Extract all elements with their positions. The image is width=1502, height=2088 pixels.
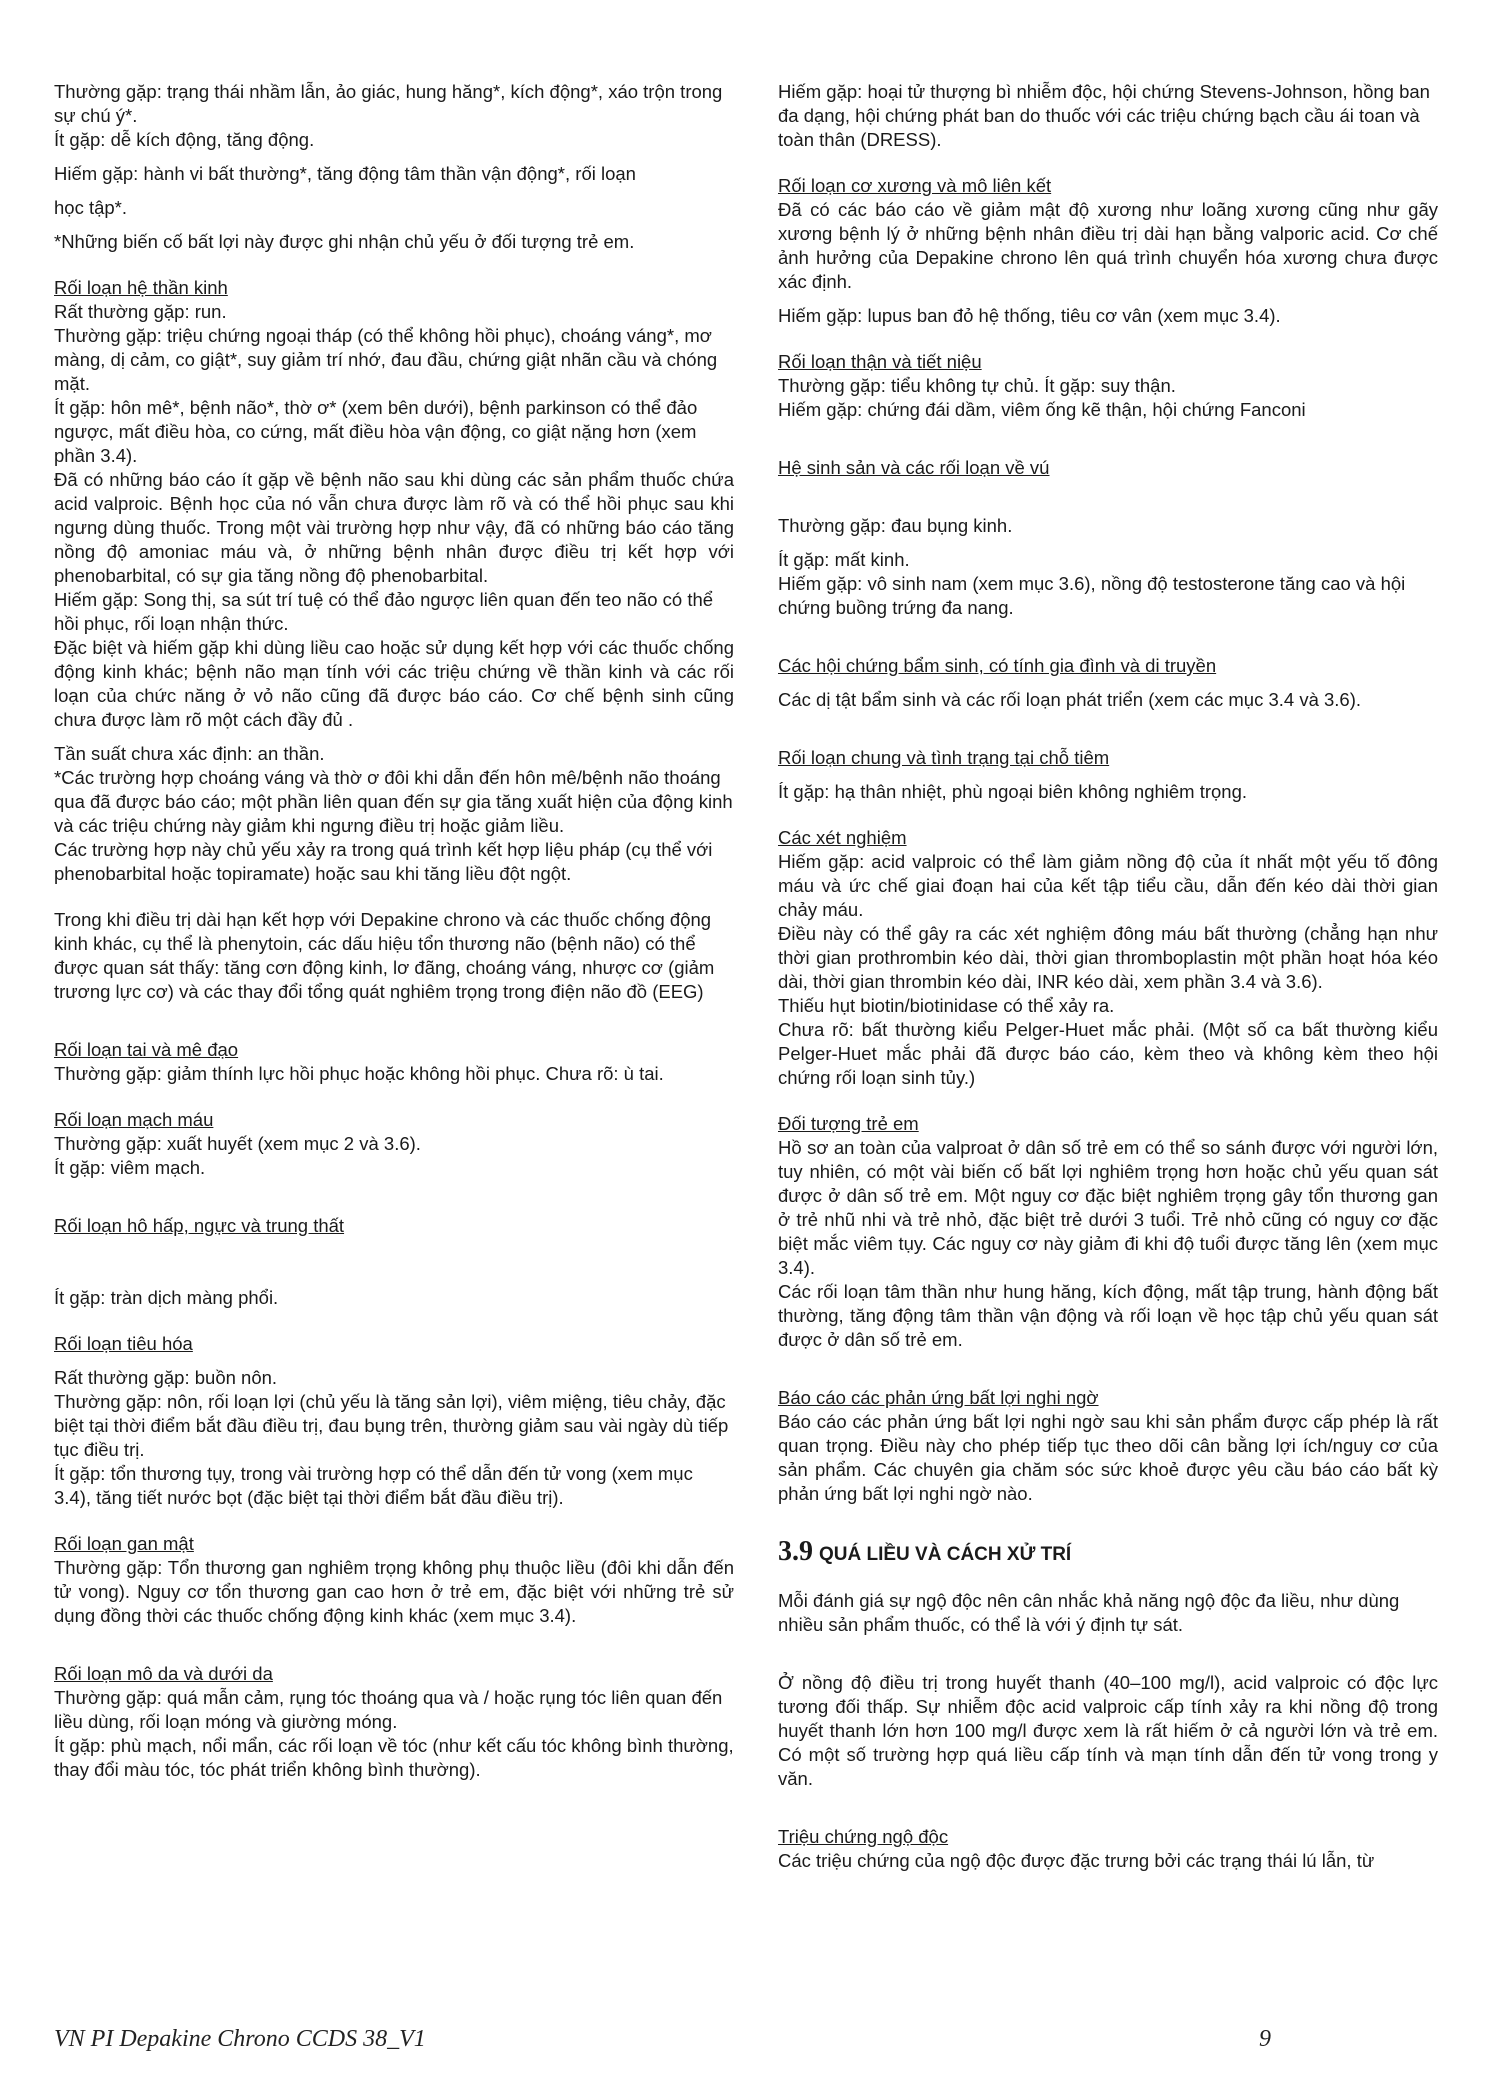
section-heading-lab: Các xét nghiệm [778,827,907,848]
paragraph: Ít gặp: hạ thân nhiệt, phù ngoại biên không nghiêm trọng. [778,781,1248,802]
paragraph: Hiếm gặp: vô sinh nam (xem mục 3.6), nồng độ testosterone tăng cao và hội chứng buồng trứng đa nang. [778,573,1406,618]
paragraph: Ít gặp: dễ kích động, tăng động. [54,129,315,150]
paragraph: Thường gặp: trạng thái nhầm lẫn, ảo giác, hung hăng*, kích động*, xáo trộn trong sự chú ý*. [54,81,723,126]
paragraph: Hồ sơ an toàn của valproat ở dân số trẻ em có thể so sánh được với người lớn, tuy nhiên, có một vài biến cố bất lợi nghiêm trọng hơn hoặc chủ yếu quan sát được ở dân số trẻ em. Một nguy cơ đặc biệt nghiêm trọng gây tổn thương gan ở trẻ nhũ nhi và trẻ nhỏ, đặc biệt trẻ dưới 3 tuổi. Trẻ nhỏ cũng có nguy cơ đặc biệt mắc viêm tụy. Các nguy cơ này giảm đi khi độ tuổi được tăng lên (xem mục 3.4). [778,1137,1438,1278]
paragraph: Tần suất chưa xác định: an thần. [54,743,325,764]
section-heading-reproductive: Hệ sinh sản và các rối loạn về vú [778,457,1050,478]
section-title: QUÁ LIỀU VÀ CÁCH XỬ TRÍ [819,1544,1072,1565]
paragraph: Các triệu chứng của ngộ độc được đặc trưng bởi các trạng thái lú lẫn, từ [778,1850,1375,1871]
paragraph: Ít gặp: mất kinh. [778,549,910,570]
page-number: 9 [1259,2026,1271,2052]
paragraph: Ít gặp: hôn mê*, bệnh não*, thờ ơ* (xem bên dưới), bệnh parkinson có thể đảo ngược, mất điều hòa, co cứng, mất điều hòa vận động, co giật nặng hơn (xem phần 3.4). [54,397,698,466]
paragraph: Rất thường gặp: run. [54,301,227,322]
paragraph: Các trường hợp này chủ yếu xảy ra trong quá trình kết hợp liệu pháp (cụ thể với phenobarbital hoặc topiramate) hoặc sau khi tăng liều đột ngột. [54,839,713,884]
paragraph: Các dị tật bẩm sinh và các rối loạn phát triển (xem các mục 3.4 và 3.6). [778,689,1362,710]
paragraph: *Các trường hợp choáng váng và thờ ơ đôi khi dẫn đến hôn mê/bệnh não thoáng qua đã được báo cáo; một phần liên quan đến sự gia tăng xuất hiện của động kinh và các triệu chứng này giảm khi ngưng điều trị hoặc giảm liều. [54,767,733,836]
paragraph: Chưa rõ: bất thường kiểu Pelger-Huet mắc phải. (Một số ca bất thường kiểu Pelger-Huet mắc phải đã được báo cáo, kèm theo và không kèm theo hội chứng rối loạn sinh tủy.) [778,1019,1438,1088]
section-heading-symptoms: Triệu chứng ngộ độc [778,1826,949,1847]
paragraph: Ở nồng độ điều trị trong huyết thanh (40–100 mg/l), acid valproic có độc lực tương đối thấp. Sự nhiễm độc acid valproic cấp tính xảy ra khi nồng độ trong huyết thanh lớn hơn 100 mg/l được xem là rất hiếm ở cả người lớn và trẻ em. Có một số trường hợp quá liều cấp tính và mạn tính dẫn đến tử vong trong y văn. [778,1672,1438,1789]
paragraph: Thường gặp: nôn, rối loạn lợi (chủ yếu là tăng sản lợi), viêm miệng, tiêu chảy, đặc biệt tại thời điểm bắt đầu điều trị, đau bụng trên, thường giảm sau vài ngày dù tiếp tục điều trị. [54,1391,729,1460]
paragraph: Rất thường gặp: buồn nôn. [54,1367,278,1388]
paragraph: Đặc biệt và hiếm gặp khi dùng liều cao hoặc sử dụng kết hợp với các thuốc chống động kinh khác; bệnh não mạn tính với các triệu chứng về thần kinh và các rối loạn của chức năng ở vỏ não cũng đã được báo cáo. Cơ chế bệnh sinh cũng chưa được làm rõ một cách đầy đủ . [54,637,734,730]
paragraph: Đã có những báo cáo ít gặp về bệnh não sau khi dùng các sản phẩm thuốc chứa acid valproic. Bệnh học của nó vẫn chưa được làm rõ và có thể hồi phục sau khi ngưng dùng thuốc. Trong một vài trường hợp như vậy, đã có những báo cáo tăng nồng độ amoniac máu và, ở những bệnh nhân được điều trị kết hợp với phenobarbital, có sự gia tăng nồng độ phenobarbital. [54,469,734,586]
section-heading-ear: Rối loạn tai và mê đạo [54,1039,239,1060]
paragraph: Thường gặp: tiểu không tự chủ. Ít gặp: suy thận. [778,375,1176,396]
paragraph: Đã có các báo cáo về giảm mật độ xương như loãng xương cũng như gãy xương bệnh lý ở những bệnh nhân điều trị dài hạn bằng valporic acid. Cơ chế ảnh hưởng của Depakine chrono lên quá trình chuyển hóa xương chưa được xác định. [778,199,1438,292]
paragraph: Hiếm gặp: lupus ban đỏ hệ thống, tiêu cơ vân (xem mục 3.4). [778,305,1281,326]
section-heading-gi: Rối loạn tiêu hóa [54,1333,193,1354]
paragraph: Hiếm gặp: hành vi bất thường*, tăng động tâm thần vận động*, rối loạn [54,163,636,184]
paragraph: Ít gặp: phù mạch, nổi mẩn, các rối loạn về tóc (như kết cấu tóc không bình thường, thay đổi màu tóc, tóc phát triển không bình thường). [54,1735,734,1780]
paragraph: Hiếm gặp: acid valproic có thể làm giảm nồng độ của ít nhất một yếu tố đông máu và ức chế giai đoạn hai của kết tập tiểu cầu, dẫn đến kéo dài thời gian chảy máu. [778,851,1438,920]
paragraph: Thường gặp: giảm thính lực hồi phục hoặc không hồi phục. Chưa rõ: ù tai. [54,1063,664,1084]
paragraph: Báo cáo các phản ứng bất lợi nghi ngờ sau khi sản phẩm được cấp phép là rất quan trọng. Điều này cho phép tiếp tục theo dõi cân bằng lợi ích/nguy cơ của sản phẩm. Các chuyên gia chăm sóc sức khoẻ được yêu cầu báo cáo bất kỳ phản ứng bất lợi nghi ngờ nào. [778,1411,1438,1504]
section-heading-general: Rối loạn chung và tình trạng tại chỗ tiêm [778,747,1110,768]
right-column [778,80,1438,1873]
paragraph: Thường gặp: quá mẫn cảm, rụng tóc thoáng qua và / hoặc rụng tóc liên quan đến liều dùng, rối loạn móng và giường móng. [54,1687,723,1732]
paragraph: Thường gặp: xuất huyết (xem mục 2 và 3.6). [54,1133,421,1154]
section-heading-pediatric: Đối tượng trẻ em [778,1113,919,1134]
paragraph: Thường gặp: Tổn thương gan nghiêm trọng không phụ thuộc liều (đôi khi dẫn đến tử vong). Nguy cơ tổn thương gan cao hơn ở trẻ em, đặc biệt với những trẻ sử dụng đồng thời các thuốc chống động kinh khác (xem mục 3.4). [54,1557,734,1626]
document-id: VN PI Depakine Chrono CCDS 38_V1 [54,2026,426,2052]
section-heading-respiratory: Rối loạn hô hấp, ngực và trung thất [54,1215,345,1236]
section-heading-vascular: Rối loạn mạch máu [54,1109,214,1130]
paragraph: Ít gặp: tràn dịch màng phổi. [54,1287,279,1308]
section-heading-liver: Rối loạn gan mật [54,1533,194,1554]
paragraph: Thường gặp: đau bụng kinh. [778,515,1013,536]
section-heading-reporting: Báo cáo các phản ứng bất lợi nghi ngờ [778,1387,1099,1408]
section-number: 3.9 [778,1536,813,1567]
section-heading-congenital: Các hội chứng bẩm sinh, có tính gia đình và di truyền [778,655,1217,676]
paragraph: Các rối loạn tâm thần như hung hăng, kích động, mất tập trung, hành động bất thường, tăng động tâm thần vận động và rối loạn về học tập chủ yếu quan sát được ở dân số trẻ em. [778,1281,1438,1350]
section-heading-musculoskeletal: Rối loạn cơ xương và mô liên kết [778,175,1052,196]
left-column [54,80,734,1782]
paragraph: Hiếm gặp: Song thị, sa sút trí tuệ có thể đảo ngược liên quan đến teo não có thể hồi phục, rối loạn nhận thức. [54,589,714,634]
paragraph: Hiếm gặp: chứng đái dầm, viêm ống kẽ thận, hội chứng Fanconi [778,399,1306,420]
paragraph: Thường gặp: triệu chứng ngoại tháp (có thể không hồi phục), choáng váng*, mơ màng, dị cảm, co giật*, suy giảm trí nhớ, đau đầu, chứng giật nhãn cầu và chóng mặt. [54,325,718,394]
paragraph: Hiếm gặp: hoại tử thượng bì nhiễm độc, hội chứng Stevens-Johnson, hồng ban đa dạng, hội chứng phát ban do thuốc với các triệu chứng bạch cầu ái toan và toàn thân (DRESS). [778,81,1430,150]
paragraph: học tập*. [54,197,128,218]
paragraph: Thiếu hụt biotin/biotinidase có thể xảy ra. [778,995,1115,1016]
footnote: *Những biến cố bất lợi này được ghi nhận chủ yếu ở đối tượng trẻ em. [54,231,635,252]
section-heading-renal: Rối loạn thận và tiết niệu [778,351,982,372]
paragraph: Mỗi đánh giá sự ngộ độc nên cân nhắc khả năng ngộ độc đa liều, như dùng nhiều sản phẩm thuốc, có thể là với ý định tự sát. [778,1590,1400,1635]
section-heading-skin: Rối loạn mô da và dưới da [54,1663,273,1684]
section-heading-neuro: Rối loạn hệ thần kinh [54,277,228,298]
paragraph: Ít gặp: viêm mạch. [54,1157,206,1178]
paragraph: Trong khi điều trị dài hạn kết hợp với Depakine chrono và các thuốc chống động kinh khác, cụ thể là phenytoin, các dấu hiệu tổn thương não (bệnh não) có thể được quan sát thấy: tăng cơn động kinh, lơ đãng, choáng váng, nhược cơ (giảm trương lực cơ) và các thay đổi tổng quát nghiêm trọng trong điện não đồ (EEG) [54,909,715,1002]
section-title-overdose [778,1536,1438,1567]
paragraph: Ít gặp: tổn thương tụy, trong vài trường hợp có thể dẫn đến tử vong (xem mục 3.4), tăng tiết nước bọt (đặc biệt tại thời điểm bắt đầu điều trị). [54,1463,693,1508]
paragraph: Điều này có thể gây ra các xét nghiệm đông máu bất thường (chẳng hạn như thời gian prothrombin kéo dài, thời gian thromboplastin một phần hoạt hóa kéo dài, thời gian thrombin kéo dài, INR kéo dài, xem phần 3.4 và 3.6). [778,923,1438,992]
